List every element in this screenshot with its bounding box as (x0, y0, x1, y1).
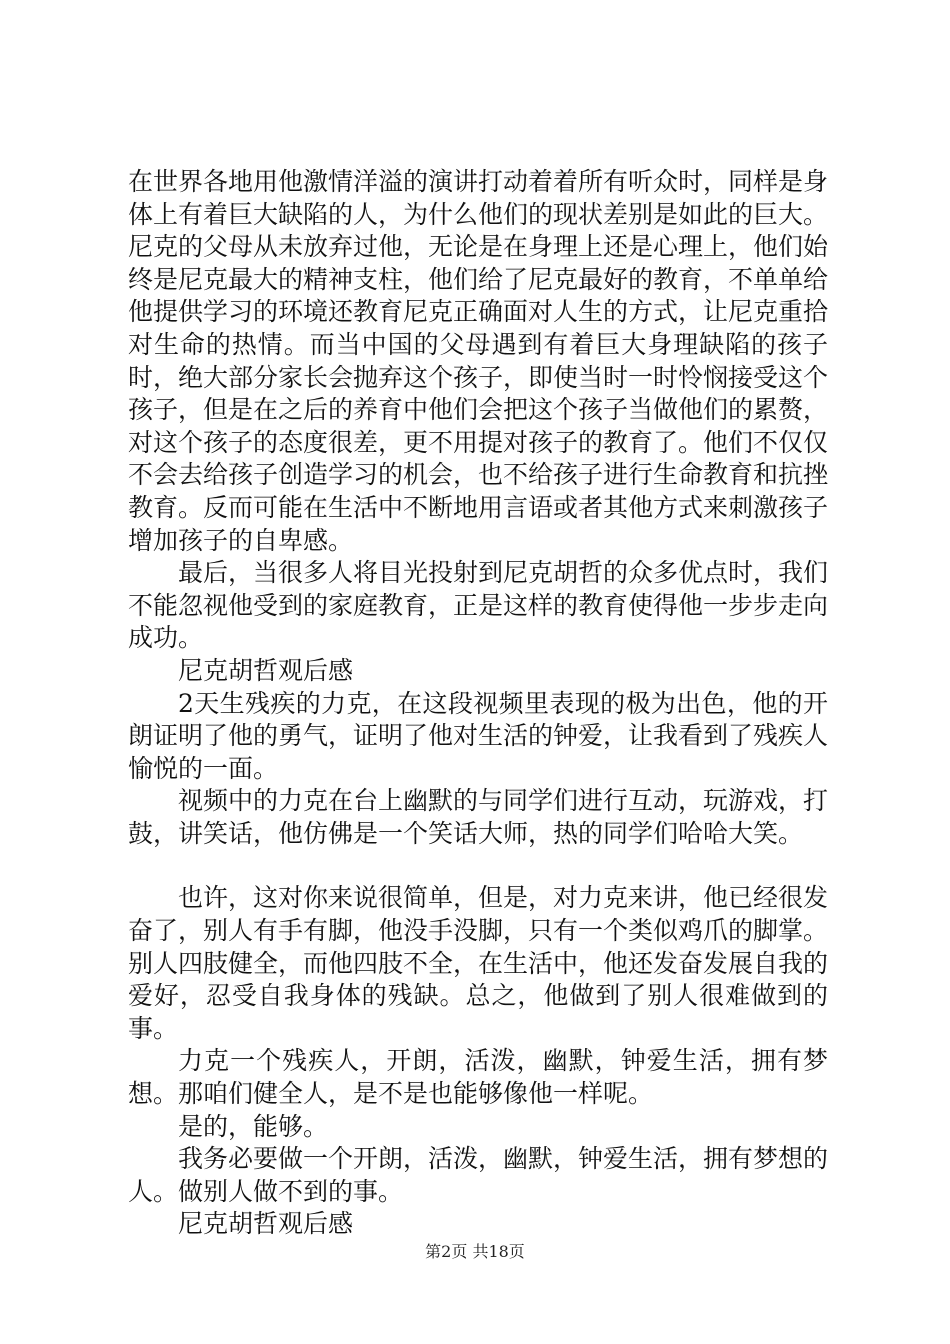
paragraph-6: 力克一个残疾人，开朗，活泼，幽默，钟爱生活，拥有梦想。那咱们健全人，是不是也能够像他一样呢。 (128, 1046, 828, 1109)
paragraph-8: 我务必要做一个开朗，活泼，幽默，钟爱生活，拥有梦想的人。做别人做不到的事。 (128, 1144, 829, 1206)
paragraph-4: 视频中的力克在台上幽默的与同学们进行互动，玩游戏，打鼓，讲笑话，他仿佛是一个笑话大师，热的同学们哈哈大笑。 (128, 786, 829, 848)
paragraph-gap (128, 850, 828, 882)
paragraph-5: 也许，这对你来说很简单，但是，对力克来讲，他已经很发奋了，别人有手有脚，他没手没脚，只有一个类似鸡爪的脚掌。别人四肢健全，而他四肢不全，在生活中，他还发奋发展自我的爱好，忍受自我身体的残缺。总之，他做到了别人很难做到的事。 (128, 883, 829, 1043)
page-footer: 第2页 共18页 (425, 1242, 525, 1261)
document-body (128, 166, 828, 1241)
paragraph-1: 在世界各地用他激情洋溢的演讲打动着着所有听众时，同样是身体上有着巨大缺陷的人，为什么他们的现状差别是如此的巨大。尼克的父母从未放弃过他，无论是在身理上还是心理上，他们始终是尼克最大的精神支柱，他们给了尼克最好的教育，不单单给他提供学习的环境还教育尼克正确面对人生的方式，让尼克重拾对生命的热情。而当中国的父母遇到有着巨大身理缺陷的孩子时，绝大部分家长会抛弃这个孩子，即使当时一时怜悯接受这个孩子，但是在之后的养育中他们会把这个孩子当做他们的累赘，对这个孩子的态度很差，更不用提对孩子的教育了。他们不仅仅不会去给孩子创造学习的机会，也不给孩子进行生命教育和抗挫教育。反而可能在生活中不断地用言语或者其他方式来刺激孩子增加孩子的自卑感。 (128, 167, 829, 555)
paragraph-7: 是的，能够。 (178, 1111, 329, 1141)
paragraph-3: 2天生残疾的力克，在这段视频里表现的极为出色，他的开朗证明了他的勇气，证明了他对生活的钟爱，让我看到了残疾人愉悦的一面。 (128, 688, 829, 783)
section-heading: 尼克胡哲观后感 (178, 655, 354, 685)
paragraph-2: 最后，当很多人将目光投射到尼克胡哲的众多优点时，我们不能忽视他受到的家庭教育，正是这样的教育使得他一步步走向成功。 (128, 558, 829, 653)
section-heading-2: 尼克胡哲观后感 (178, 1209, 354, 1239)
